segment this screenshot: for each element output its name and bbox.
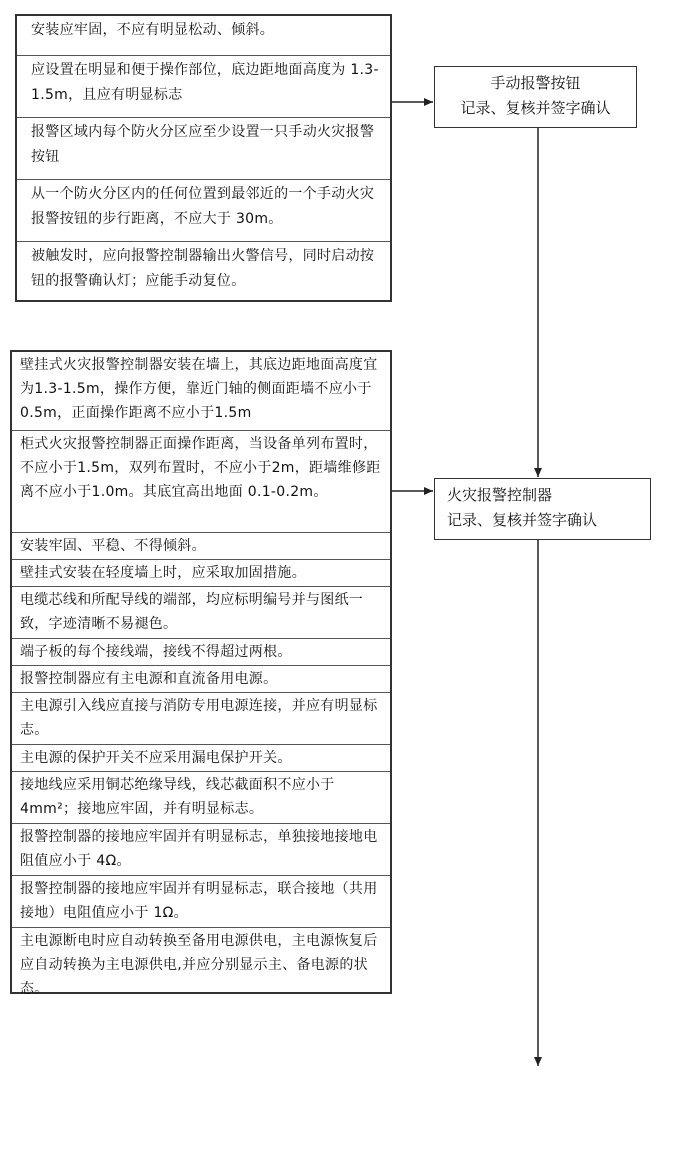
requirement-item: 安装牢固、平稳、不得倾斜。 xyxy=(12,533,390,560)
requirement-item: 报警控制器应有主电源和直流备用电源。 xyxy=(12,666,390,693)
requirement-item: 电缆芯线和所配导线的端部，均应标明编号并与图纸一致，字迹清晰不易褪色。 xyxy=(12,587,390,639)
requirement-item: 报警控制器的接地应牢固并有明显标志，单独接地接地电阻值应小于 4Ω。 xyxy=(12,824,390,876)
requirement-item: 主电源引入线应直接与消防专用电源连接，并应有明显标志。 xyxy=(12,693,390,745)
node-title: 手动报警按钮 xyxy=(490,74,581,92)
requirement-item: 应设置在明显和便于操作部位，底边距地面高度为 1.3-1.5m，且应有明显标志 xyxy=(17,56,390,118)
requirement-item: 端子板的每个接线端，接线不得超过两根。 xyxy=(12,639,390,666)
requirement-item: 被触发时，应向报警控制器输出火警信号，同时启动按钮的报警确认灯；应能手动复位。 xyxy=(31,248,375,289)
node-title: 火灾报警控制器 xyxy=(447,486,553,504)
requirement-item: 主电源断电时应自动转换至备用电源供电，主电源恢复后应自动转换为主电源供电,并应分别显示主、备电源的状态。 xyxy=(20,933,378,997)
requirement-item: 安装应牢固，不应有明显松动、倾斜。 xyxy=(17,16,390,56)
requirement-item: 报警控制器的接地应牢固并有明显标志，联合接地（共用接地）电阻值应小于 1Ω。 xyxy=(12,876,390,928)
requirement-item: 壁挂式安装在轻度墙上时，应采取加固措施。 xyxy=(12,560,390,587)
requirement-item: 报警区域内每个防火分区应至少设置一只手动火灾报警按钮 xyxy=(17,118,390,180)
requirement-item: 主电源的保护开关不应采用漏电保护开关。 xyxy=(12,745,390,772)
requirement-item: 接地线应采用铜芯绝缘导线，线芯截面积不应小于4mm²；接地应牢固，并有明显标志。 xyxy=(12,772,390,824)
node-subtitle: 记录、复核并签字确认 xyxy=(447,511,598,529)
requirement-item: 壁挂式火灾报警控制器安装在墙上，其底边距地面高度宜为1.3-1.5m，操作方便，靠近门轴的侧面距墙不应小于0.5m，正面操作距离不应小于1.5m xyxy=(12,352,390,431)
requirement-item: 从一个防火分区内的任何位置到最邻近的一个手动火灾报警按钮的步行距离，不应大于 30m。 xyxy=(17,180,390,242)
requirement-item: 柜式火灾报警控制器正面操作距离，当设备单列布置时，不应小于1.5m，双列布置时，不应小于2m，距墙维修距离不应小于1.0m。其底宜高出地面 0.1-0.2m。 xyxy=(12,431,390,533)
node-subtitle: 记录、复核并签字确认 xyxy=(460,99,611,117)
